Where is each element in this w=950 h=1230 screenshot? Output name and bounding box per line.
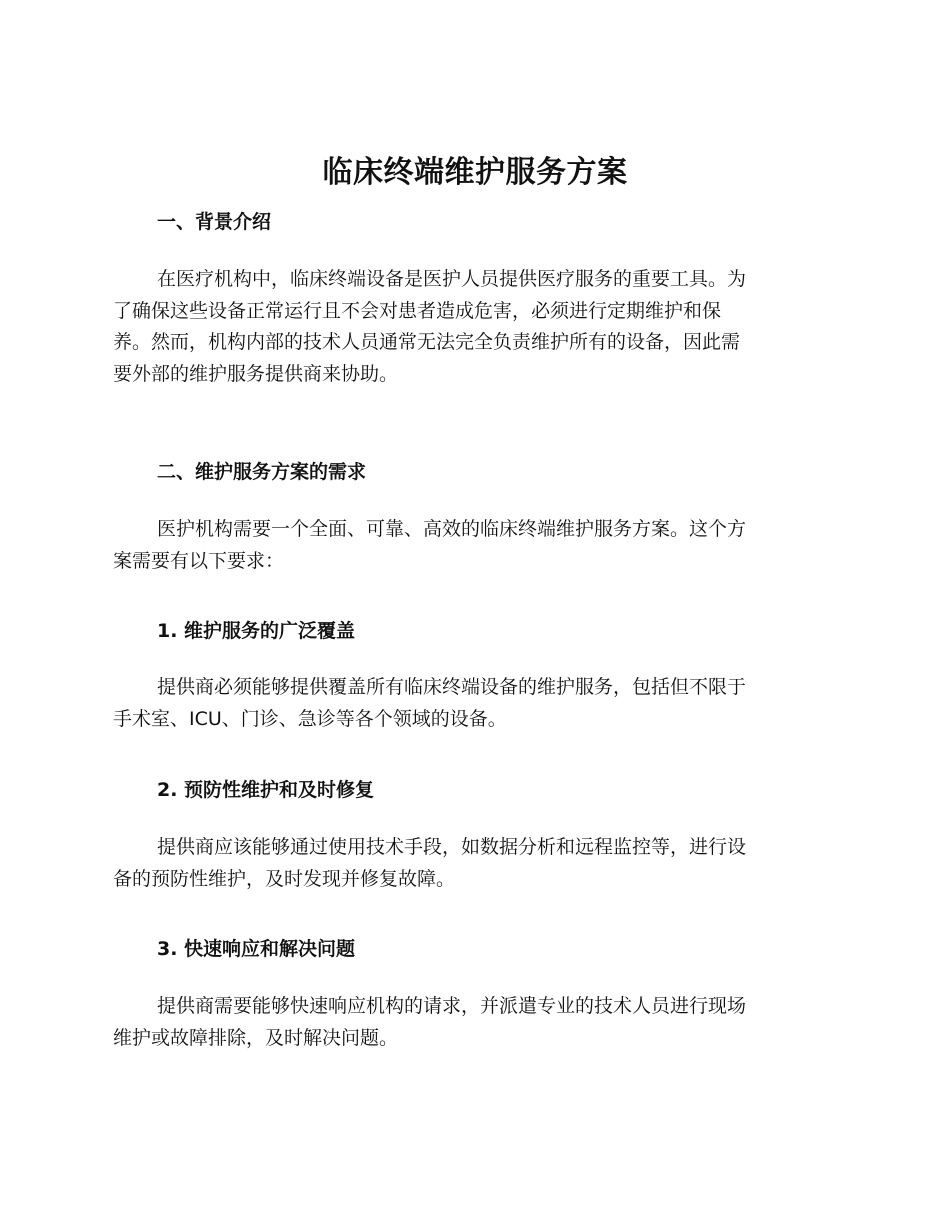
- paragraph-line: 养。然而，机构内部的技术人员通常无法完全负责维护所有的设备，因此需: [113, 331, 741, 353]
- paragraph-line: 案需要有以下要求：: [113, 549, 285, 572]
- paragraph-coverage: [113, 672, 837, 735]
- subheading-fast-response: 3. 快速响应和解决问题: [157, 938, 356, 960]
- paragraph-line: 要外部的维护服务提供商来协助。: [113, 362, 399, 385]
- paragraph-line: 医护机构需要一个全面、可靠、高效的临床终端维护服务方案。这个方: [157, 518, 747, 540]
- subheading-preventive-maintenance: 2. 预防性维护和及时修复: [157, 779, 375, 801]
- paragraph-line: 在医疗机构中，临床终端设备是医护人员提供医疗服务的重要工具。为: [157, 268, 747, 290]
- paragraph-line: 手术室、ICU、门诊、急诊等各个领域的设备。: [113, 707, 507, 730]
- paragraph-line: 提供商必须能够提供覆盖所有临床终端设备的维护服务，包括但不限于: [157, 676, 747, 698]
- section-heading-background: 一、背景介绍: [157, 211, 272, 233]
- paragraph-line: 备的预防性维护，及时发现并修复故障。: [113, 867, 456, 890]
- document-title: 临床终端维护服务方案: [322, 155, 628, 190]
- paragraph-requirements-intro: [113, 514, 837, 577]
- section-heading-requirements: 二、维护服务方案的需求: [157, 461, 367, 483]
- paragraph-line: 提供商需要能够快速响应机构的请求，并派遣专业的技术人员进行现场: [157, 995, 747, 1017]
- paragraph-line: 维护或故障排除，及时解决问题。: [113, 1026, 399, 1049]
- paragraph-line: 提供商应该能够通过使用技术手段，如数据分析和远程监控等，进行设: [157, 836, 747, 858]
- paragraph-background: [113, 264, 837, 390]
- paragraph-preventive-maintenance: [113, 832, 837, 895]
- paragraph-fast-response: [113, 991, 837, 1054]
- paragraph-line: 了确保这些设备正常运行且不会对患者造成危害，必须进行定期维护和保: [113, 299, 722, 322]
- subheading-coverage: 1. 维护服务的广泛覆盖: [157, 620, 356, 642]
